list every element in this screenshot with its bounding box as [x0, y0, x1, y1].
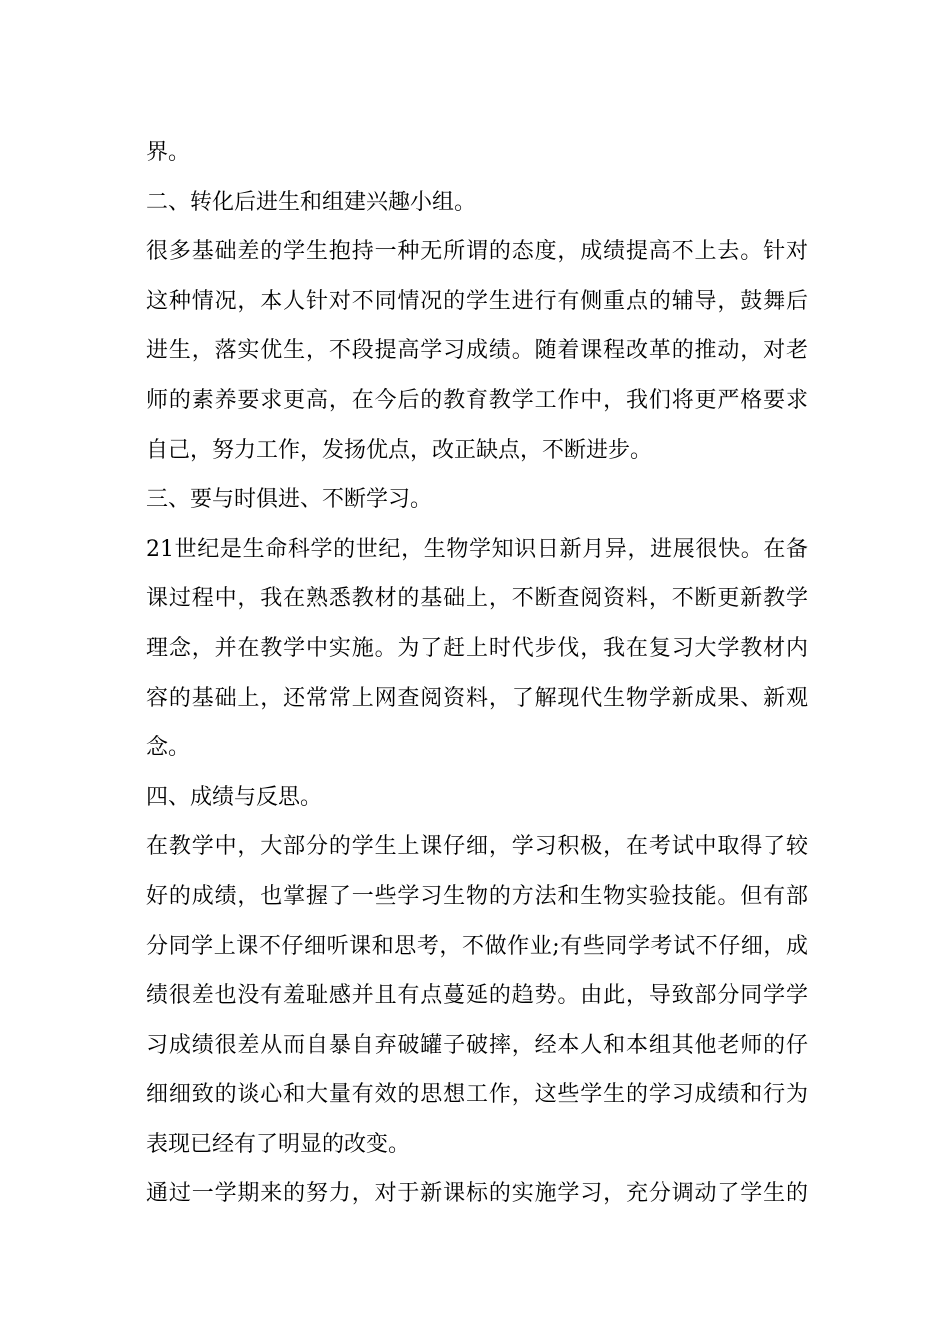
paragraph-line: 细细致的谈心和大量有效的思想工作，这些学生的学习成绩和行为 — [146, 1082, 808, 1108]
paragraph-line: 分同学上课不仔细听课和思考，不做作业;有些同学考试不仔细，成 — [146, 933, 808, 959]
paragraph-line: 习成绩很差从而自暴自弃破罐子破摔，经本人和本组其他老师的仔 — [146, 1032, 808, 1058]
paragraph-line: 这种情况，本人针对不同情况的学生进行有侧重点的辅导，鼓舞后 — [146, 288, 808, 314]
paragraph-line: 21世纪是生命科学的世纪，生物学知识日新月异，进展很快。在备 — [146, 536, 808, 562]
paragraph-line: 课过程中，我在熟悉教材的基础上，不断查阅资料，不断更新教学 — [146, 586, 808, 612]
section-heading: 三、要与时俱进、不断学习。 — [146, 487, 433, 513]
paragraph-line: 绩很差也没有羞耻感并且有点蔓延的趋势。由此，导致部分同学学 — [146, 983, 808, 1009]
paragraph-line: 很多基础差的学生抱持一种无所谓的态度，成绩提高不上去。针对 — [146, 239, 808, 265]
paragraph-line: 表现已经有了明显的改变。 — [146, 1131, 411, 1157]
paragraph-line: 念。 — [146, 735, 191, 761]
paragraph-line: 好的成绩，也掌握了一些学习生物的方法和生物实验技能。但有部 — [146, 883, 808, 909]
paragraph-line: 理念，并在教学中实施。为了赶上时代步伐，我在复习大学教材内 — [146, 635, 808, 661]
paragraph-line: 容的基础上，还常常上网查阅资料，了解现代生物学新成果、新观 — [146, 685, 808, 711]
paragraph-line: 在教学中，大部分的学生上课仔细，学习积极，在考试中取得了较 — [146, 834, 808, 860]
section-heading: 四、成绩与反思。 — [146, 784, 323, 810]
paragraph-line: 进生，落实优生，不段提高学习成绩。随着课程改革的推动，对老 — [146, 338, 808, 364]
document-body — [146, 128, 808, 1219]
paragraph-line: 自己，努力工作，发扬优点，改正缺点，不断进步。 — [146, 437, 653, 463]
paragraph-line: 通过一学期来的努力，对于新课标的实施学习，充分调动了学生的 — [146, 1181, 808, 1207]
section-heading: 二、转化后进生和组建兴趣小组。 — [146, 189, 477, 215]
paragraph-line: 界。 — [146, 140, 191, 165]
paragraph-line: 师的素养要求更高，在今后的教育教学工作中，我们将更严格要求 — [146, 387, 808, 413]
